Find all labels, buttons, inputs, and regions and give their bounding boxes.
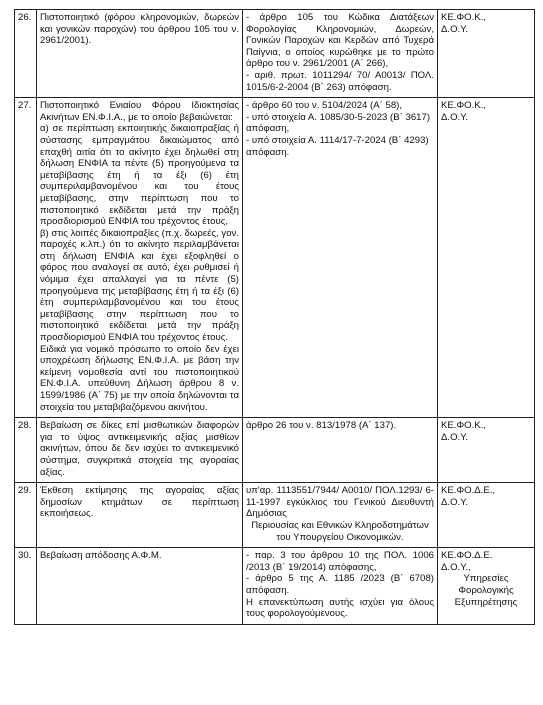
service-line: Δ.Ο.Υ. (441, 111, 469, 123)
legal-basis-line: Η επανεκτύπωση αυτής ισχύει για όλους τους φορολογούμενους. (246, 596, 434, 620)
legal-basis-line: Περιουσίας και Εθνικών Κληροδοτημάτων του Υπουργείου Οικονομικών. (251, 519, 429, 543)
legal-basis (243, 98, 438, 418)
issuing-service (438, 418, 535, 483)
service-line: ΚΕ.ΦΟ.Κ., (441, 12, 486, 23)
row-number: 28. (15, 418, 37, 483)
service-line: ΚΕ.ΦΟ.Δ.Ε. (441, 550, 493, 562)
service-line: Δ.Ο.Υ., (441, 561, 471, 573)
legal-basis-line: υπ'αρ. 1113551/7944/ Α0010/ ΠΟΛ.1293/ 6-11-1997 εγκύκλιος του Γενικού Διευθυντή Δημόσιας (246, 485, 434, 520)
issuing-service (438, 548, 535, 625)
row-number: 27. (15, 98, 37, 418)
table-row (15, 548, 535, 625)
document-description (37, 98, 243, 418)
legal-basis-line: - άρθρο 60 του ν. 5104/2024 (Α΄ 58), (246, 100, 403, 112)
document-paragraph: Πιστοποιητικό Ενιαίου Φόρου Ιδιοκτησίας Ακινήτων ΕΝ.Φ.Ι.Α., με το οποίο βεβαιώνεται: (40, 100, 239, 123)
issuing-service (438, 483, 535, 548)
service-line: Δ.Ο.Υ. (441, 431, 469, 443)
legal-basis-line: άρθρο 26 του ν. 813/1978 (Α΄ 137). (246, 420, 397, 432)
legal-basis-line: - παρ. 3 του άρθρου 10 της ΠΟΛ. 1006 /2013 (Β΄ 19/2014) απόφασης, (246, 550, 434, 573)
document-paragraph: β) στις λοιπές δικαιοπραξίες (π.χ. δωρεές, γον. παροχές κ.λπ.) ότι το ακίνητο περιλαμβάνεται στη δήλωση ΕΝΦΙΑ και έχει εξοφληθεί ο φόρος που αναλογεί σε αυτό, έχει ρυθμισεί ή νόμιμα έχει απαλλαγεί για τα πέντε (5) προηγούμενα της μεταβίβασης έτη ή τα έξι (6) έτη συμπεριλαμβανομένου και του έτους μεταβίβασης στην περίπτωση που το πιστοποιητικό εκδίδεται μετά την πράξη προσδιορισμού ΕΝΦΙΑ του τρέχοντος έτους. (40, 227, 239, 344)
document-table (14, 9, 535, 625)
table-row (15, 98, 535, 418)
service-line: ΚΕ.ΦΟ.Κ., (441, 420, 486, 432)
legal-basis-line: - υπό στοιχεία Α. 1114/17-7-2024 (Β΄ 4293) απόφαση. (246, 134, 429, 158)
legal-basis (243, 483, 438, 548)
document-description: Βεβαίωση σε δίκες επί μισθωτικών διαφορών για το ύψος αντικειμενικής αξίας μισθίων ακινήτων, όπου δε δεν ισχύει το αντικειμενικό σύστημα, συγκριτικά στοιχεία της αγοραίας αξίας. (37, 418, 243, 483)
service-line: Εξυπηρέτησης (454, 596, 518, 608)
legal-basis-line: - υπό στοιχεία Α. 1085/30-5-2023 (Β΄ 3617) απόφαση, (246, 111, 431, 135)
service-line: Φορολογικής (458, 584, 514, 596)
legal-basis-line: - άρθρο 5 της Α. 1185 /2023 (Β΄ 6708) απόφαση. (246, 573, 434, 596)
service-line: ΚΕ.ΦΟ.Δ.Ε., (441, 485, 496, 497)
legal-basis-line: - αριθ. πρωτ. 1011294/ 70/ Α0013/ ΠΟΛ. 1015/6-2-2004 (Β΄ 263) απόφαση. (246, 69, 434, 93)
document-paragraph: Ειδικά για νομικό πρόσωπο το οποίο δεν έχει υποχρέωση δήλωσης ΕΝ.Φ.Ι.Α. με βάση την κείμενη νομοθεσία αντί του πιστοποιητικού ΕΝ.Φ.Ι.Α. υπεύθυνη Δήλωση άρθρου 8 ν. 1599/1986 (Α΄ 75) με την οποία δηλώνονται τα στοιχεία του μεταβιβαζόμενου ακινήτου. (40, 343, 239, 413)
row-number: 26. (15, 10, 37, 98)
service-line: ΚΕ.ΦΟ.Κ., (441, 100, 486, 112)
document-description: Έκθεση εκτίμησης της αγοραίας αξίας δημοσίων κτημάτων σε περίπτωση εκποιήσεως. (37, 483, 243, 548)
legal-basis (243, 418, 438, 483)
issuing-service (438, 98, 535, 418)
row-number: 29. (15, 483, 37, 548)
service-line: Δ.Ο.Υ. (441, 23, 469, 35)
document-paragraph: α) σε περίπτωση εκποιητικής δικαιοπραξίας ή σύστασης εμπραγμάτου δικαιώματος από επαχθή αιτία ότι το ακίνητο έχει δηλωθεί στη δήλωση ΕΝΦΙΑ τα πέντε (5) προηγούμενα τα μεταβίβασης έτη ή τα έξι (6) έτη συμπεριλαμβανομένου και του έτους μεταβίβασης, στην περίπτωση που το πιστοποιητικό εκδίδεται μετά την πράξη προσδιορισμού ΕΝΦΙΑ του τρέχοντος έτους, (40, 123, 239, 228)
document-description: Πιστοποιητικό (φόρου κληρονομιών, δωρεών και γονικών παροχών) του άρθρου 105 του ν. 2961/2001). (37, 10, 243, 98)
table-row (15, 10, 535, 98)
issuing-service (438, 10, 535, 98)
service-line: Υπηρεσίες (463, 573, 509, 585)
table-row (15, 483, 535, 548)
legal-basis-line: - άρθρο 105 του Κώδικα Διατάξεων Φορολογίας Κληρονομιών, Δωρεών, Γονικών Παροχών και Κερδών από Τυχερά Παίγνια, ο οποίος κυρώθηκε με το πρώτο άρθρο του ν. 2961/2001 (Α΄ 266), (246, 12, 434, 70)
table-row (15, 418, 535, 483)
service-line: Δ.Ο.Υ. (441, 496, 469, 508)
legal-basis (243, 10, 438, 98)
row-number: 30. (15, 548, 37, 625)
legal-basis (243, 548, 438, 625)
document-description: Βεβαίωση απόδοσης Α.Φ.Μ. (37, 548, 243, 625)
